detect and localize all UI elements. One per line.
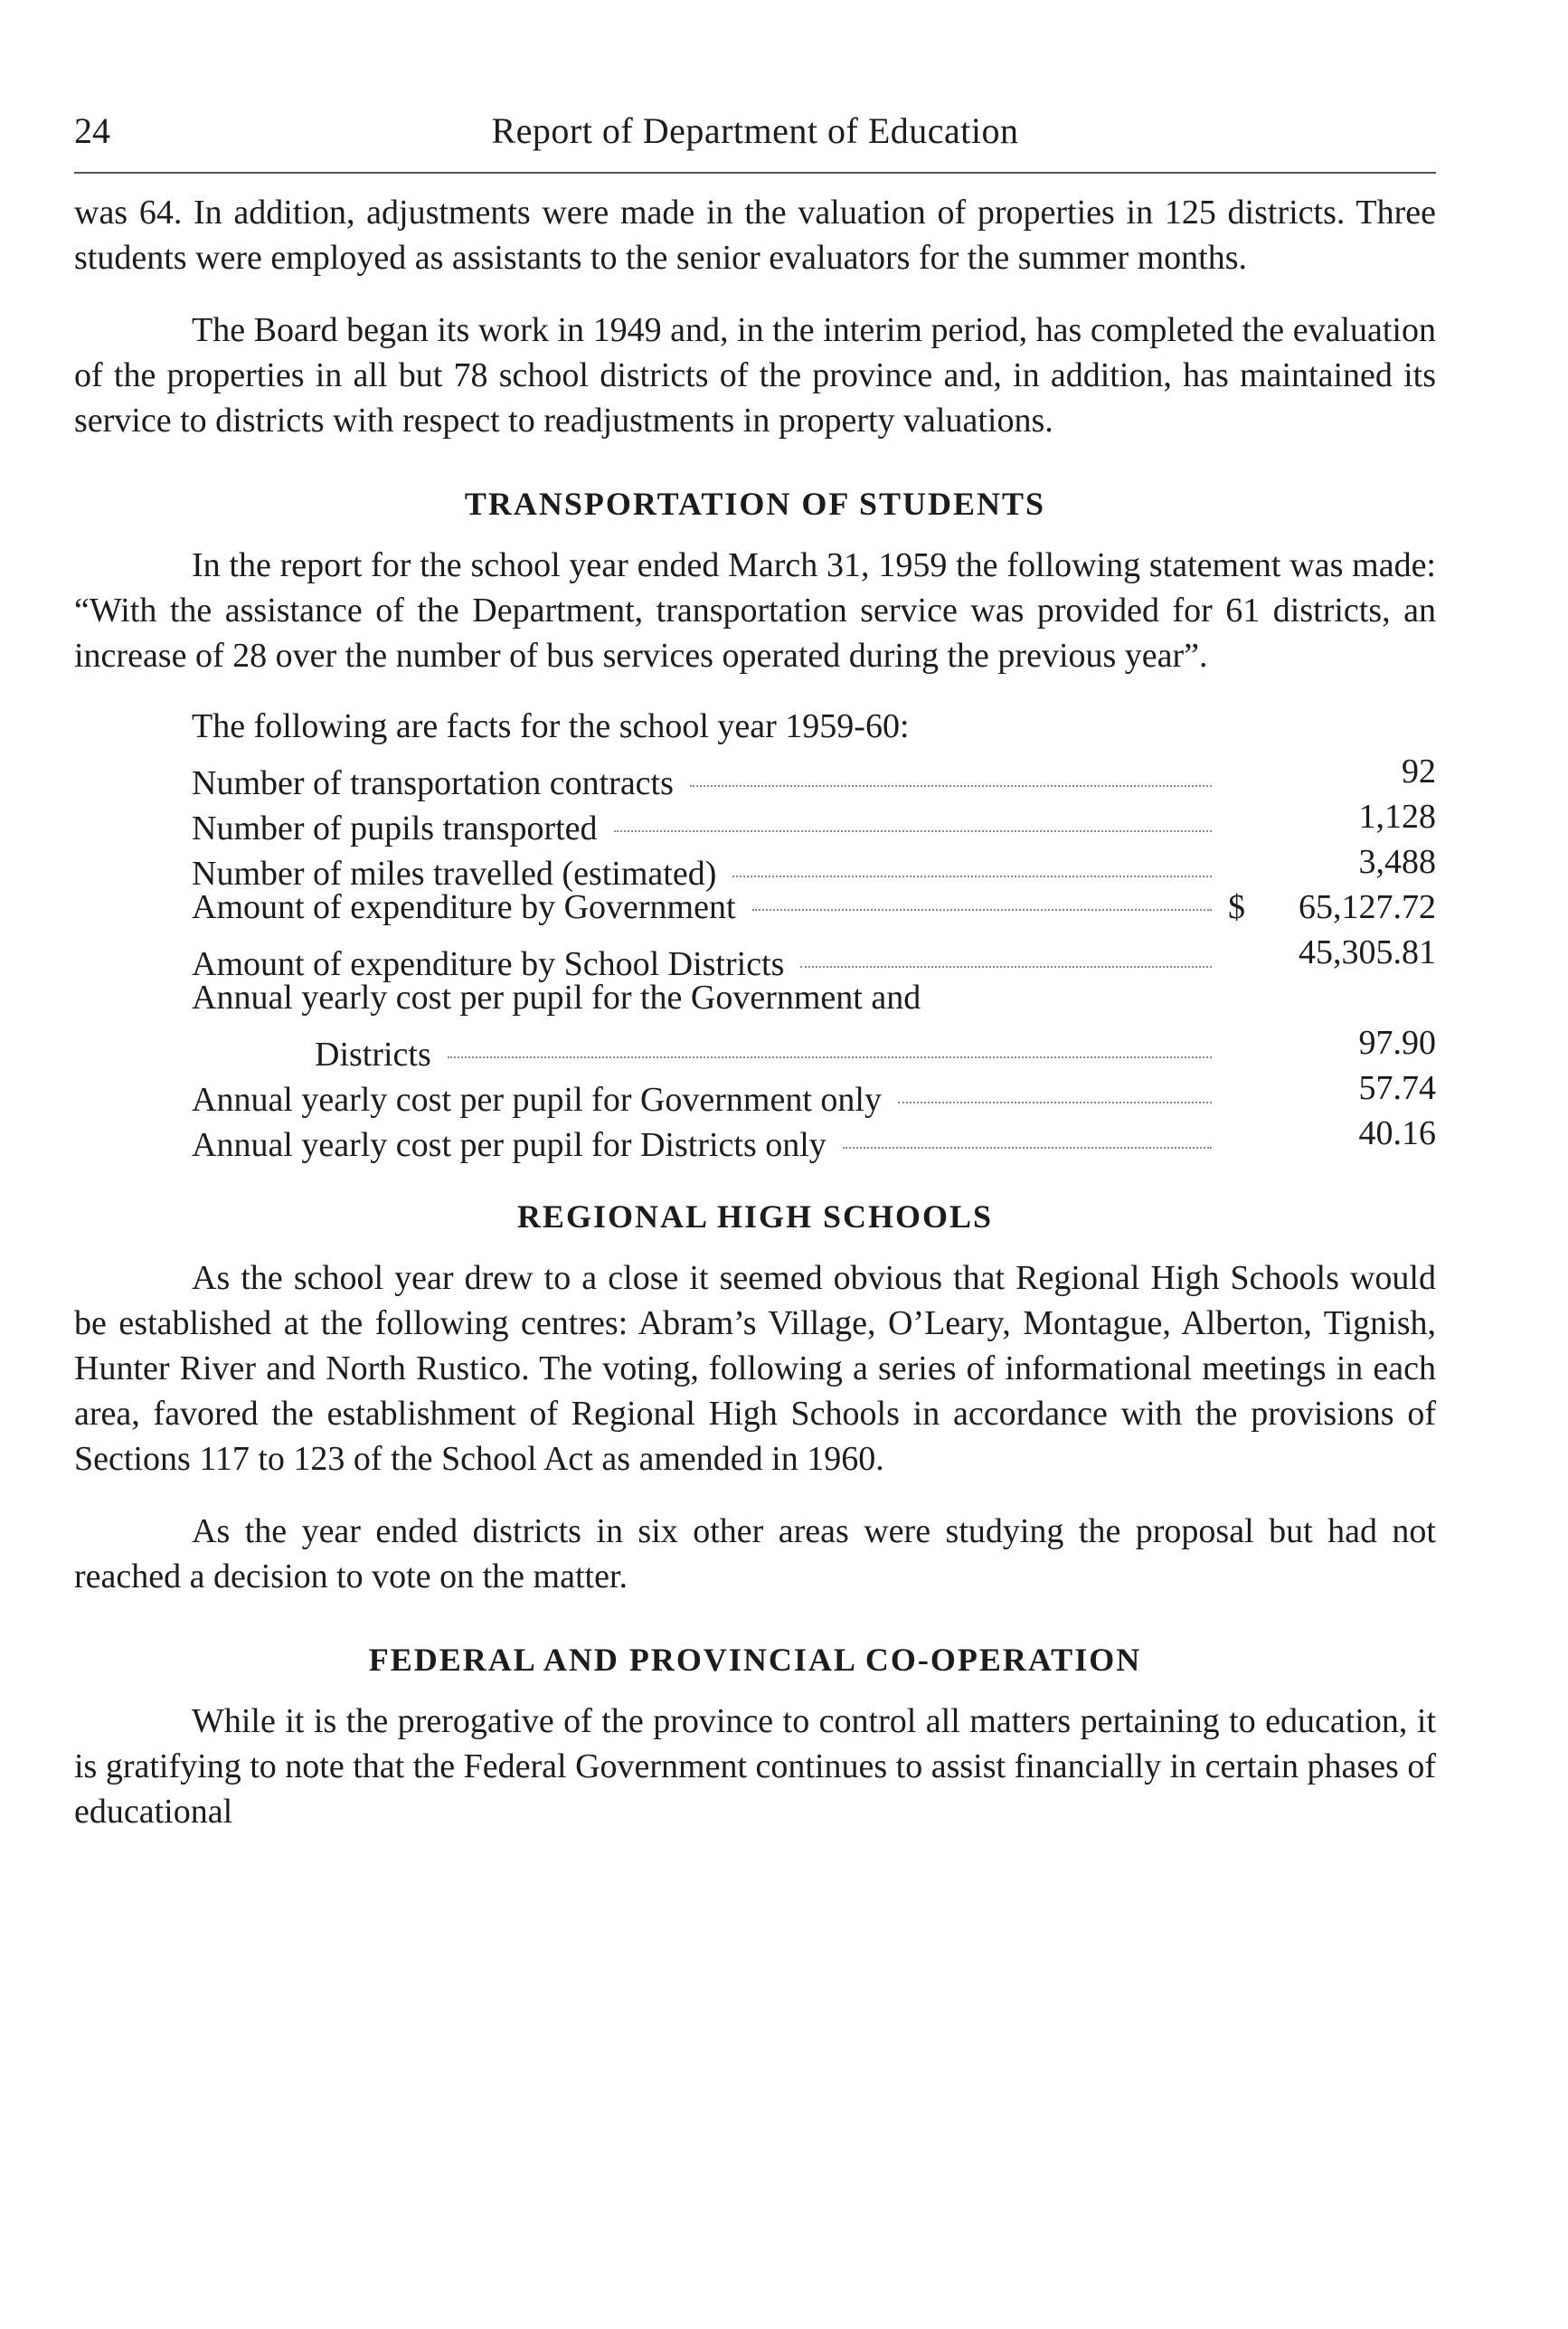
fact-label: Number of transportation contracts: [192, 764, 674, 802]
fact-row: [192, 930, 1436, 983]
fact-value: [1228, 1065, 1436, 1111]
fact-value: [1228, 839, 1436, 885]
federal-paragraph: While it is the prerogative of the province to control all matters pertaining to education, it is gratifying to note that the Federal Government continues to assist financially in certain phases of educational: [74, 1702, 1436, 1831]
facts-intro: The following are facts for the school year 1959-60:: [192, 707, 910, 745]
header-rule: [74, 172, 1436, 174]
currency-symbol: [1228, 930, 1255, 975]
regional-heading: REGIONAL HIGH SCHOOLS: [516, 1198, 994, 1235]
dot-leader: [614, 830, 1212, 832]
intro-paragraph-1: was 64. In addition, adjustments were made in the valuation of properties in 125 districts. Three students were employed as assistants to the senior evaluators for the summer months.: [74, 194, 1436, 277]
fact-amount: 1,128: [1358, 798, 1436, 836]
currency-symbol: [1228, 1065, 1255, 1111]
fact-amount: 65,127.72: [1299, 888, 1436, 926]
currency-symbol: [1228, 1111, 1255, 1156]
fact-label: Annual yearly cost per pupil for Government only: [192, 1081, 882, 1119]
regional-paragraph-1: As the school year drew to a close it seemed obvious that Regional High Schools would be established at the following centres: Abram’s Village, O’Leary, Montague, Alberton, Tignish, Hunter River and North Rustico. The voting, following a series of informational meetings in each area, favored the establishment of Regional High Schools in accordance with the provisions of Sections 117 to 123 of the School Act as amended in 1960.: [74, 1259, 1436, 1478]
fact-row: [192, 885, 1436, 930]
fact-amount: 45,305.81: [1299, 933, 1436, 971]
fact-label: Number of miles travelled (estimated): [192, 855, 717, 893]
fact-label: Annual yearly cost per pupil for Districts only: [192, 1126, 827, 1164]
fact-value: [1228, 930, 1436, 975]
fact-value: [1228, 1111, 1436, 1156]
fact-label-line-2: Districts: [315, 1036, 431, 1074]
document-page: [74, 109, 1436, 1834]
currency-symbol: $: [1228, 888, 1245, 926]
intro-paragraph-2: The Board began its work in 1949 and, in the interim period, has completed the evaluation of the properties in all but 78 school districts of the province and, in addition, has maintained its service to districts with respect to readjustments in property valuations.: [74, 311, 1436, 440]
currency-symbol: [1228, 839, 1255, 885]
regional-paragraph-2: As the year ended districts in six other areas were studying the proposal but had not reached a decision to vote on the matter.: [74, 1512, 1436, 1595]
transportation-heading: TRANSPORTATION OF STUDENTS: [464, 486, 1046, 522]
dot-leader: [752, 909, 1212, 911]
dot-leader: [800, 966, 1212, 968]
dot-leader: [690, 785, 1212, 787]
fact-label: Amount of expenditure by Government: [192, 888, 736, 926]
body-text: [74, 190, 1436, 1834]
fact-value: [1228, 885, 1436, 930]
fact-value: [1228, 794, 1436, 839]
fact-value: [1228, 1020, 1436, 1065]
fact-amount: 92: [1402, 753, 1436, 791]
dot-leader: [448, 1056, 1212, 1058]
fact-amount: 40.16: [1358, 1114, 1436, 1152]
dot-leader: [843, 1147, 1212, 1149]
fact-label-line-1: Annual yearly cost per pupil for the Government and: [192, 979, 921, 1017]
transportation-paragraph: In the report for the school year ended March 31, 1959 the following statement was made: “With the assistance of the Department, transportation service was provided for 61 districts, an increase of 28 over the number of bus services operated during the previous year”.: [74, 546, 1436, 675]
fact-amount: 3,488: [1358, 843, 1436, 881]
currency-symbol: [1228, 749, 1255, 794]
page-number: 24: [74, 110, 110, 151]
dot-leader: [732, 876, 1212, 877]
fact-value: [1228, 749, 1436, 794]
running-title: Report of Department of Education: [491, 110, 1019, 151]
running-head: [74, 109, 1436, 154]
federal-heading: FEDERAL AND PROVINCIAL CO-OPERATION: [368, 1642, 1142, 1678]
fact-label: Amount of expenditure by School Districts: [192, 945, 785, 983]
transportation-facts: [74, 704, 1436, 1164]
fact-row: [192, 749, 1436, 802]
fact-amount: 57.74: [1358, 1069, 1436, 1107]
currency-symbol: [1228, 794, 1255, 839]
fact-label: Number of pupils transported: [192, 809, 598, 847]
currency-symbol: [1228, 1020, 1255, 1065]
fact-amount: 97.90: [1358, 1024, 1436, 1062]
fact-row: [192, 1020, 1436, 1074]
dot-leader: [898, 1102, 1212, 1103]
